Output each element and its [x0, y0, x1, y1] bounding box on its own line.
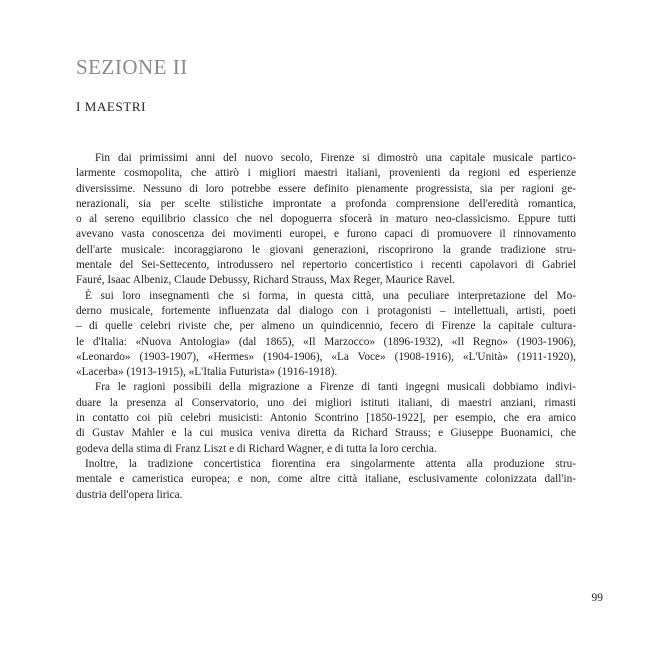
text-line: le d'Italia: «Nuova Antologia» (dal 1865), «Il Marzocco» (1896-1932), «Il Regno» (1903-1906), [76, 335, 576, 348]
text-line: duare la presenza al Conservatorio, uno dei migliori istituti italiani, di maestri anziani, rimasti [76, 396, 576, 409]
text-line: mentale e cameristica europea; e non, come altre città italiane, esclusivamente colonizzata dall'in- [76, 473, 576, 486]
text-line: «Leonardo» (1903-1907), «Hermes» (1904-1906), «La Voce» (1908-1916), «L'Unità» (1911-1920), [76, 350, 576, 363]
text-line: – di quelle celebri riviste che, per almeno un quindicennio, fecero di Firenze la capitale cultura- [76, 320, 576, 333]
text-line: mentale del Sei-Settecento, introdussero nel repertorio concertistico i recenti capolavori di Gabriel [76, 259, 576, 272]
text-line: dell'arte musicale: incoraggiarono le giovani generazioni, riscoprirono la grande tradizione stru- [76, 243, 576, 256]
text-line: avevano vasta conoscenza dei movimenti europei, e furono capaci di promuovere il rinnovamento [76, 228, 576, 241]
paragraph [76, 289, 576, 381]
paragraph [76, 151, 576, 289]
text-line: Fra le ragioni possibili della migrazione a Firenze di tanti ingegni musicali dobbiamo indivi- [95, 381, 576, 394]
text-line: Fauré, Isaac Albeniz, Claude Debussy, Richard Strauss, Max Reger, Maurice Ravel. [76, 274, 456, 287]
text-line: derno musicale, fortemente influenzata dal dialogo con i protagonisti – intellettuali, artisti, poeti [76, 304, 576, 317]
text-line: È sui loro insegnamenti che si forma, in questa città, una peculiare interpretazione del Mo- [85, 289, 576, 302]
body-text [76, 151, 576, 503]
text-line: o al sereno equilibrio classico che nel dopoguerra sfocerà in maturo neo-classicismo. Eppure tutti [76, 213, 576, 226]
paragraph [76, 457, 576, 503]
text-line: Inoltre, la tradizione concertistica fiorentina era singolarmente attenta alla produzione stru- [85, 457, 576, 470]
text-line: godeva della stima di Franz Liszt e di Richard Wagner, e di tutta la loro cerchia. [76, 442, 437, 455]
text-line: nerazionali, sia per scelte stilistiche improntate a profonda comprensione dell'eredità romantica, [76, 197, 576, 210]
section-title: SEZIONE II [76, 55, 188, 79]
text-line: diversissime. Nessuno di loro potrebbe essere definito pienamente progressista, sia per ragioni ge- [76, 182, 576, 195]
text-line: larmente cosmopolita, che attirò i migliori maestri italiani, provenienti da regioni ed esperienze [76, 167, 576, 180]
text-line: di Gustav Mahler e la cui musica veniva diretta da Richard Strauss; e Giuseppe Buonamici, che [76, 427, 576, 440]
page-number: 99 [591, 592, 603, 604]
chapter-title: I MAESTRI [76, 99, 147, 114]
text-line: «Lacerba» (1913-1915), «L'Italia Futurista» (1916-1918). [76, 366, 338, 379]
paragraph [76, 380, 576, 456]
text-line: in contatto coi più celebri musicisti: Antonio Scontrino [1850-1922], per esempio, che era amico [76, 412, 576, 425]
text-line: Fin dai primissimi anni del nuovo secolo, Firenze si dimostrò una capitale musicale partico- [95, 152, 576, 164]
text-line: dustria dell'opera lirica. [76, 488, 183, 501]
